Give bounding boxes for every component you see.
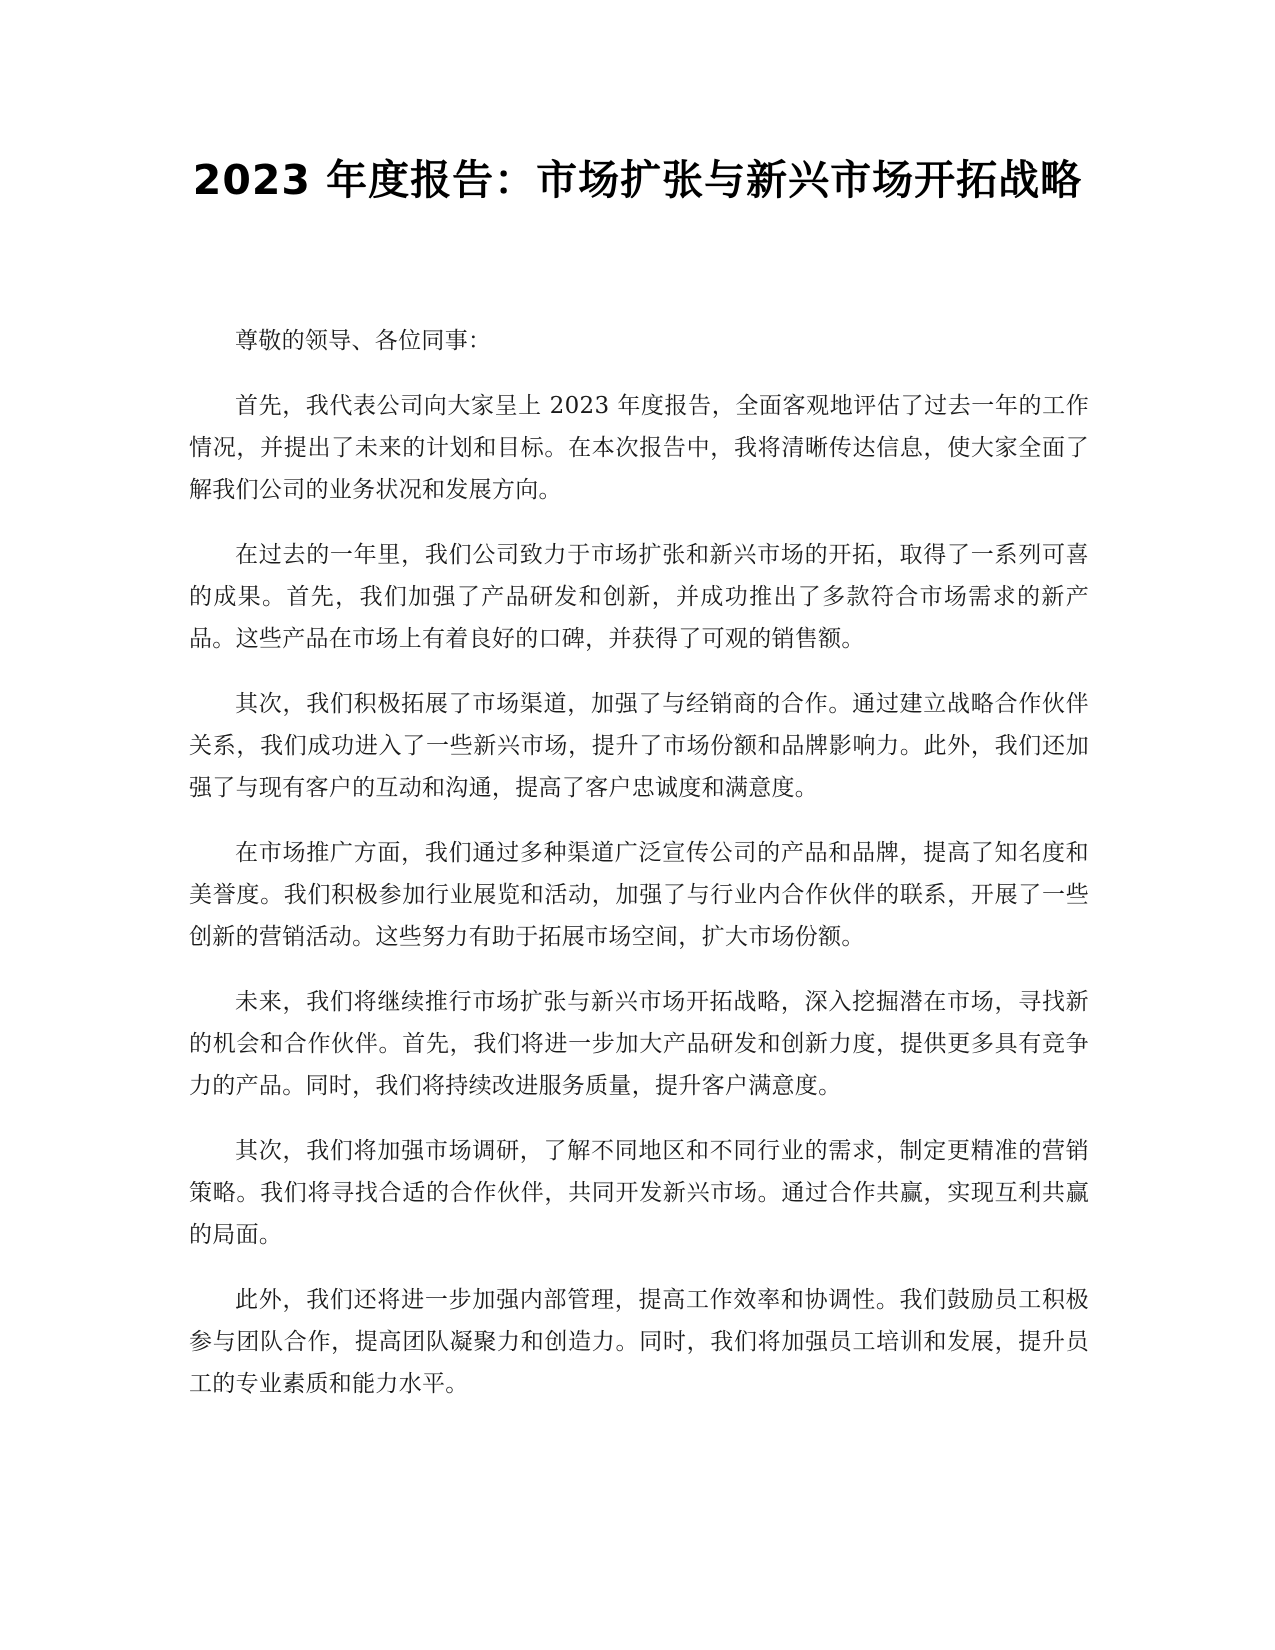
paragraph-4: 在市场推广方面，我们通过多种渠道广泛宣传公司的产品和品牌，提高了知名度和美誉度。我们积极参加行业展览和活动，加强了与行业内合作伙伴的联系，开展了一些创新的营销活动。这些努力有助于拓展市场空间，扩大市场份额。: [189, 840, 1089, 950]
salutation: 尊敬的领导、各位同事：: [235, 328, 492, 354]
document-body: [189, 320, 1089, 1428]
paragraph-6: 其次，我们将加强市场调研，了解不同地区和不同行业的需求，制定更精准的营销策略。我们将寻找合适的合作伙伴，共同开发新兴市场。通过合作共赢，实现互利共赢的局面。: [189, 1138, 1089, 1248]
paragraph-7: 此外，我们还将进一步加强内部管理，提高工作效率和协调性。我们鼓励员工积极参与团队合作，提高团队凝聚力和创造力。同时，我们将加强员工培训和发展，提升员工的专业素质和能力水平。: [189, 1287, 1089, 1397]
paragraph-2: 在过去的一年里，我们公司致力于市场扩张和新兴市场的开拓，取得了一系列可喜的成果。首先，我们加强了产品研发和创新，并成功推出了多款符合市场需求的新产品。这些产品在市场上有着良好的口碑，并获得了可观的销售额。: [189, 542, 1089, 652]
document-title: 2023 年度报告：市场扩张与新兴市场开拓战略: [192, 156, 1083, 204]
paragraph-5: 未来，我们将继续推行市场扩张与新兴市场开拓战略，深入挖掘潜在市场，寻找新的机会和合作伙伴。首先，我们将进一步加大产品研发和创新力度，提供更多具有竞争力的产品。同时，我们将持续改进服务质量，提升客户满意度。: [189, 989, 1089, 1099]
paragraph-3: 其次，我们积极拓展了市场渠道，加强了与经销商的合作。通过建立战略合作伙伴关系，我们成功进入了一些新兴市场，提升了市场份额和品牌影响力。此外，我们还加强了与现有客户的互动和沟通，提高了客户忠诚度和满意度。: [189, 691, 1089, 801]
paragraph-1: 首先，我代表公司向大家呈上 2023 年度报告，全面客观地评估了过去一年的工作情况，并提出了未来的计划和目标。在本次报告中，我将清晰传达信息，使大家全面了解我们公司的业务状况和发展方向。: [189, 393, 1089, 503]
